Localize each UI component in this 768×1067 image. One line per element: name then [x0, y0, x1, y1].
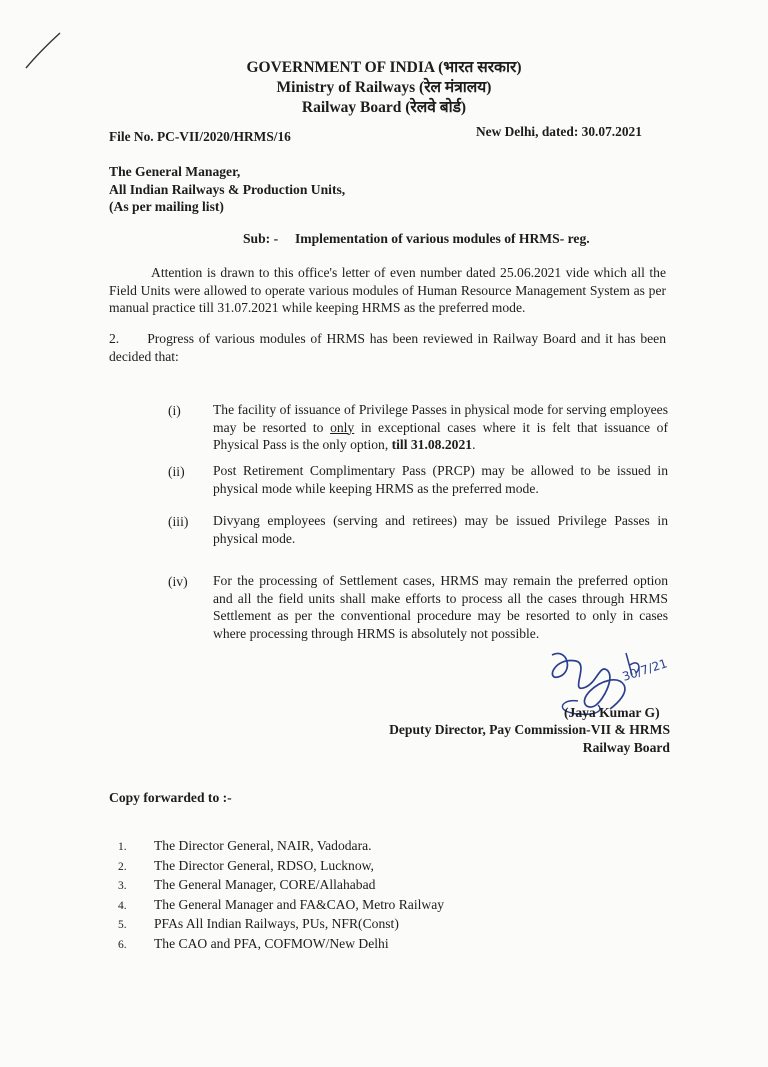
item-i-underlined: only [330, 419, 355, 435]
dated-line [476, 124, 642, 140]
copy-list [118, 837, 444, 954]
item-i-deadline: till 31.08.2021 [391, 437, 473, 452]
header-board: Railway Board (रेलवे बोर्ड) [301, 99, 467, 116]
header-ministry: Ministry of Railways (रेल मंत्रालय) [276, 79, 492, 96]
item-ii-text: Post Retirement Complimentary Pass (PRCP) may be allowed to be issued in physical mode while keeping HRMS as the preferred mode. [213, 463, 668, 496]
copy-forwarded-label: Copy forwarded to :- [109, 790, 232, 805]
header-government: GOVERNMENT OF INDIA (भारत सरकार) [246, 59, 522, 76]
paragraph-2-number: 2. [109, 331, 120, 346]
paragraph-2-text: Progress of various modules of HRMS has been reviewed in Railway Board and it has been decided that: [109, 331, 666, 364]
addressee-line3: (As per mailing list) [109, 199, 224, 214]
item-i-part-b: in exceptional cases where it is felt that issuance of Physical Pass is the only option, [213, 419, 669, 452]
handwritten-date: 30/7/21 [620, 656, 669, 684]
addressee-line1: The General Manager, [109, 164, 241, 179]
copy-list-item: 5. PFAs All Indian Railways, PUs, NFR(Const) [118, 916, 399, 931]
copy-list-item: 1. The Director General, NAIR, Vadodara. [118, 838, 372, 853]
addressee-line2: All Indian Railways & Production Units, [109, 181, 346, 197]
signatory-name: (Jaya Kumar G) [564, 705, 660, 720]
copy-list-item: 2. The Director General, RDSO, Lucknow, [118, 857, 374, 873]
subject-text: Implementation of various modules of HRMS- reg. [295, 231, 590, 246]
item-ii-number: (ii) [168, 464, 185, 479]
item-i-part-a: The facility of issuance of Privilege Passes in physical mode for serving employees may be resorted to [213, 402, 668, 435]
signatory-office: Railway Board [582, 740, 670, 755]
paragraph-2 [109, 330, 666, 365]
subject-label: Sub: - [243, 231, 279, 246]
item-iv-number: (iv) [168, 574, 188, 589]
item-i-number: (i) [168, 403, 181, 418]
signatory-designation: Deputy Director, Pay Commission-VII & HRMS [389, 722, 670, 737]
paragraph-1: Attention is drawn to this office's letter of even number dated 25.06.2021 vide which all the Field Units were allowed to operate various modules of Human Resource Management System as per manual practice till 31.07.2021 while keeping HRMS as the preferred mode. [109, 265, 666, 315]
item-i-text [213, 401, 668, 454]
item-iii-number: (iii) [168, 514, 189, 529]
item-iv-text: For the processing of Settlement cases, HRMS may remain the preferred option and all the field units shall make efforts to process all the cases through HRMS Settlement as per the conventional procedure may be resorted to only in cases where processing through HRMS is absolutely not possible. [213, 573, 668, 641]
copy-list-item: 4. The General Manager and FA&CAO, Metro Railway [118, 896, 445, 912]
copy-list-item: 3. The General Manager, CORE/Allahabad [118, 877, 376, 892]
dated-label: New Delhi, dated: [476, 124, 579, 139]
item-iii-text: Divyang employees (serving and retirees) may be issued Privilege Passes in physical mode. [213, 513, 668, 546]
item-i-end: . [472, 437, 476, 452]
copy-list-item: 6. The CAO and PFA, COFMOW/New Delhi [118, 935, 389, 951]
file-number: File No. PC-VII/2020/HRMS/16 [109, 129, 291, 144]
dated-value: 30.07.2021 [581, 124, 642, 139]
